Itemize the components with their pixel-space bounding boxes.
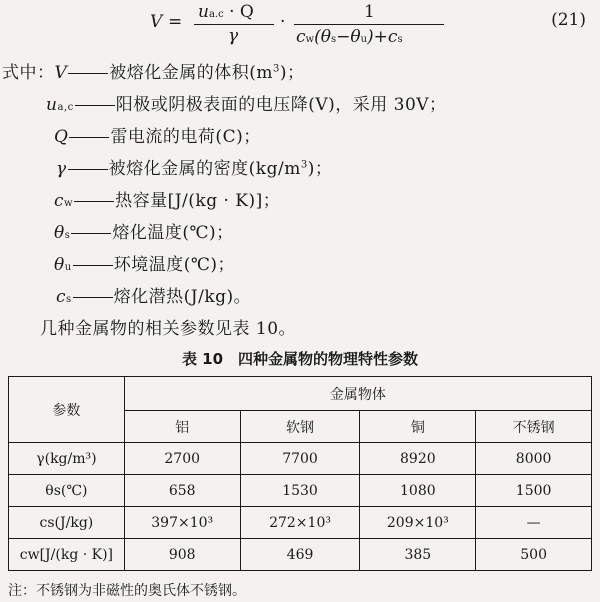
row-label: γ(kg/m³) [9,443,125,475]
table-cell: 8920 [360,443,476,475]
formula-21 [150,2,450,52]
row-label: θs(℃) [9,475,125,507]
table-cell: 385 [360,539,476,571]
table-cell: 209×10³ [360,507,476,539]
fraction1-numerator: ua.c · Q [198,2,254,22]
fraction1-denominator: γ [228,26,239,46]
formula-lhs: V [150,12,163,32]
table-cell: 1500 [476,475,592,507]
formula-dot: · [280,12,286,32]
fraction2-bar [294,24,444,25]
table-note: 注：不锈钢为非磁性的奥氏体不锈钢。 [8,583,246,599]
def-line: θu 环境温度(℃)； [54,255,235,275]
table-cell: 272×10³ [240,507,360,539]
def-line: ua,c 阳极或阴极表面的电压降(V)，采用 30V； [46,95,447,115]
group-header: 金属物体 [124,377,591,411]
table-cell: 500 [476,539,592,571]
column-header: 铝 [124,411,240,443]
formula-equals: = [168,12,183,32]
table-cell: 397×10³ [124,507,240,539]
def-line: γ 被熔化金属的密度$(kg/m^3)$； [56,159,333,179]
def-line: cw 热容量[J/(kg · K)]； [54,191,281,211]
def-line: Q 雷电流的电荷(C)； [54,127,261,147]
def-line: cs 熔化潜热(J/kg)。 [56,287,252,307]
table-cell: 469 [240,539,360,571]
table-caption: 表 10 四种金属物的物理特性参数 [181,350,419,368]
table-header-row [9,377,592,411]
table-cell: 658 [124,475,240,507]
equation-number: (21) [551,10,586,30]
fraction2-numerator: 1 [364,2,375,22]
column-header: 软钢 [240,411,360,443]
table-row [9,443,592,475]
table-cell: 7700 [240,443,360,475]
table-cell: 1080 [360,475,476,507]
column-header: 不锈钢 [476,411,592,443]
table-row [9,507,592,539]
param-header: 参数 [9,377,125,443]
table-cell: 908 [124,539,240,571]
fraction1-bar [194,24,274,25]
table-cell: — [476,507,592,539]
table-row [9,539,592,571]
row-label: cs(J/kg) [9,507,125,539]
fraction2-denominator: cw(θs−θu)+cs [296,27,403,47]
table-cell: 8000 [476,443,592,475]
table-row [9,475,592,507]
table-cell: 1530 [240,475,360,507]
row-label: cw[J/(kg · K)] [9,539,125,571]
def-line: 式中：V 被熔化金属的体积$(m^3)$； [2,63,305,83]
metal-properties-table [8,376,592,571]
column-header: 铜 [360,411,476,443]
table-cell: 2700 [124,443,240,475]
intro-text: 几种金属物的相关参数见表 10。 [40,319,297,339]
def-line: θs 熔化温度(℃)； [54,223,234,243]
